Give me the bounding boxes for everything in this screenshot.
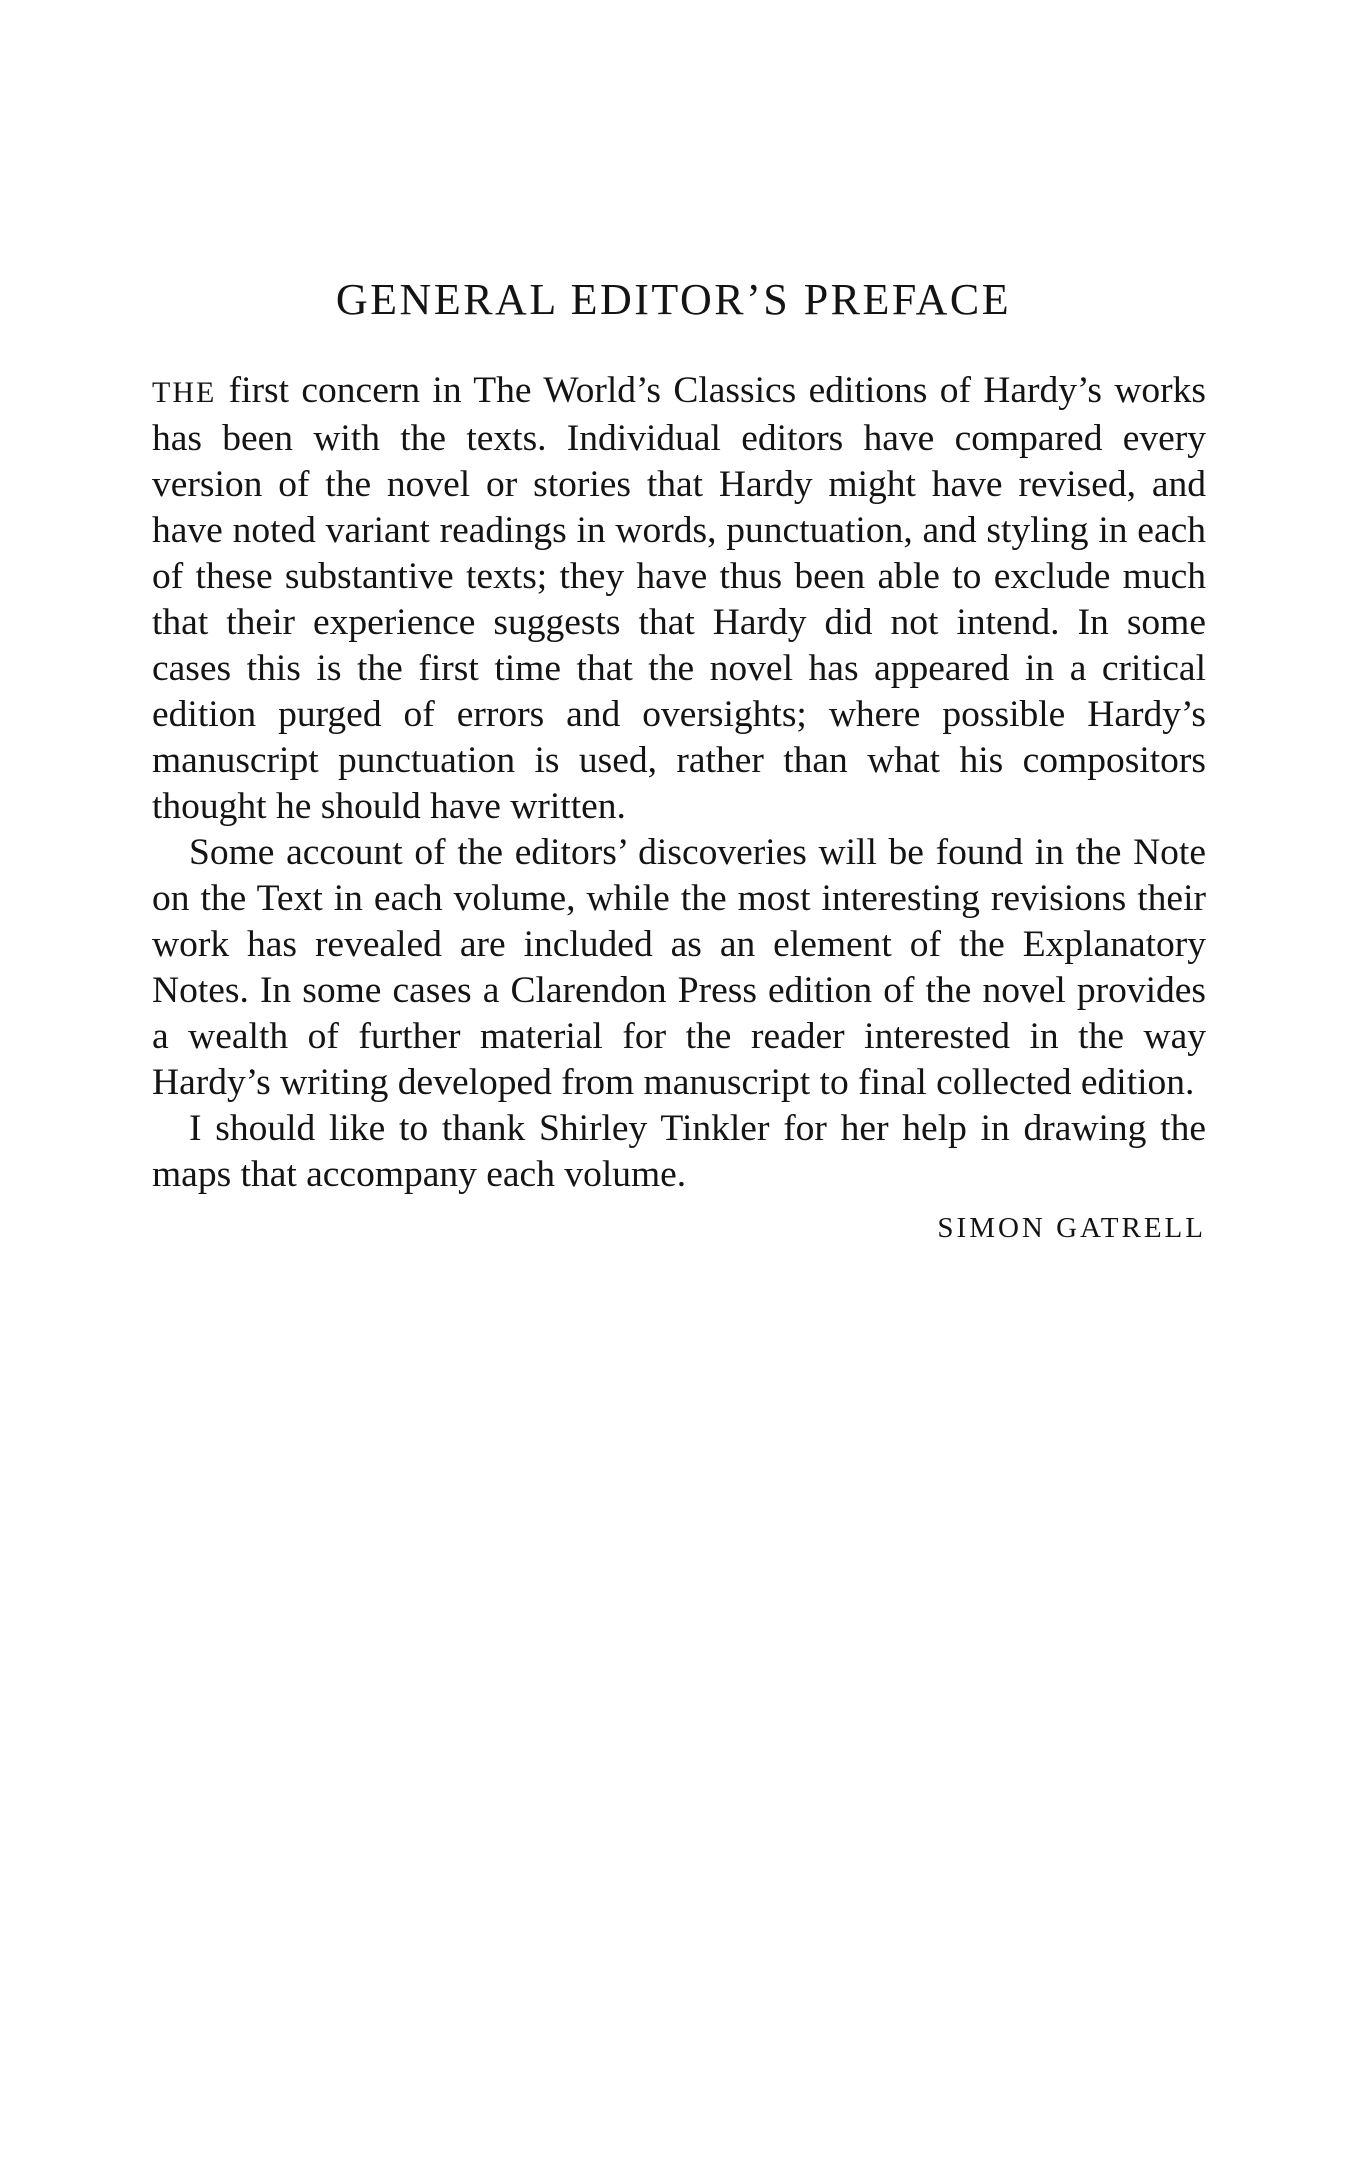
paragraph-1 (152, 368, 1206, 830)
paragraph-3: I should like to thank Shirley Tinkler for her help in drawing the maps that accompany each volume. (152, 1108, 1206, 1195)
preface-body (152, 368, 1206, 1248)
paragraph-2: Some account of the editors’ discoveries will be found in the Note on the Text in each volume, while the most interesting revisions their work has revealed are included as an element of the Explanatory Notes. In some cases a Clarendon Press edition of the novel provides a wealth of further material for the reader interested in the way Hardy’s writing developed from manuscript to final collected edition. (152, 832, 1206, 1103)
author-signature: SIMON GATRELL (937, 1212, 1206, 1244)
paragraph-1-text: first concern in The World’s Classics editions of Hardy’s works has been with the texts. Individual editors have compared every version of the novel or stories that Hardy might have revised, and have noted variant readings in words, punctuation, and styling in each of these substantive texts; they have thus been able to exclude much that their experience suggests that Hardy did not intend. In some cases this is the first time that the novel has appeared in a critical edition purged of errors and oversights; where possible Hardy’s manuscript punctuation is used, rather than what his compositors thought he should have written. (152, 370, 1206, 827)
page-title: GENERAL EDITOR’S PREFACE (335, 275, 1012, 324)
paragraph-1-lead-word: THE (152, 376, 217, 409)
